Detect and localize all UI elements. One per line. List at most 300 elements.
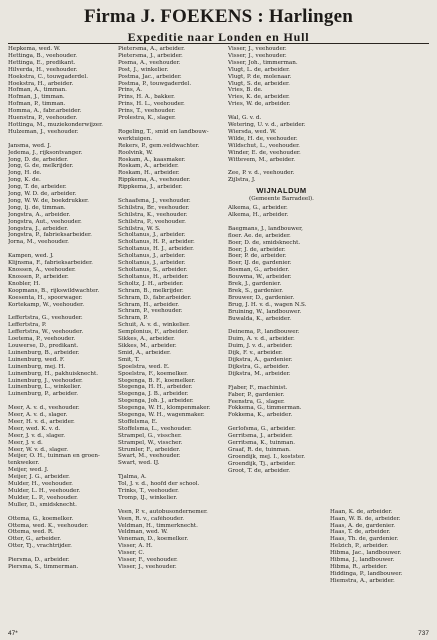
directory-entry: Schaafsma, J., veehouder. xyxy=(118,197,191,204)
directory-entry: Fokkema, G., timmerman. xyxy=(228,405,302,412)
spacer xyxy=(330,94,434,101)
directory-entry: Zijlstra, J. xyxy=(228,177,256,184)
footer-left: 47* xyxy=(8,630,18,637)
directory-entry: Ottema, G., koemelker. xyxy=(8,515,74,522)
spacer xyxy=(330,108,434,115)
directory-entry: Hepkema, wed. W. xyxy=(8,46,61,52)
directory-entry: Luinenburg, B., arbeider. xyxy=(8,349,80,356)
directory-entry: Meer, H. v. d., arbeider. xyxy=(8,418,75,425)
directory-entry: Hulzeman, J., veehouder. xyxy=(8,128,79,135)
directory-entry: Jong, G. de, melkrijder. xyxy=(8,163,74,170)
directory-entry: Scholtanus, J., arbeider. xyxy=(118,260,186,267)
spacer xyxy=(330,87,434,94)
spacer xyxy=(330,295,434,302)
spacer xyxy=(330,267,434,274)
page-subtitle: Expeditie naar Londen en Hull xyxy=(127,30,310,44)
directory-entry: Jongstra, Aut., veehouder. xyxy=(8,218,82,225)
directory-entry: Schuit, A. v. d., winkelier. xyxy=(118,322,190,329)
directory-entry: tenkweker. xyxy=(8,460,40,467)
directory-entry: Wittevem, M., arbeider. xyxy=(228,156,296,163)
spacer xyxy=(330,219,434,226)
directory-entry: Muller, D., smidsknecht. xyxy=(8,501,77,508)
directory-entry: Rekers, P., gem.veldwachter. xyxy=(118,142,200,149)
directory-entry: Visser, J., veehouder. xyxy=(228,52,287,59)
directory-entry: Strampel, W., visscher. xyxy=(118,439,183,446)
directory-entry: Meer, wed. K. v. d. xyxy=(8,425,61,432)
directory-entry: Vries, W. de, arbeider. xyxy=(228,101,291,108)
spacer xyxy=(330,329,434,336)
directory-entry: Otter, G., arbeider. xyxy=(8,536,62,543)
section-subtitle: (Gemeente Barradeel). xyxy=(249,196,314,203)
directory-entry: Haas, A. de, gardenier. xyxy=(330,522,396,529)
spacer xyxy=(330,274,434,281)
directory-entry: Veldman, H., timmerknecht. xyxy=(118,522,198,529)
directory-entry: Rogeling, T., smid en landbouw- xyxy=(118,128,209,135)
page-title: Firma J. FOEKENS : Harlingen xyxy=(84,6,353,27)
spacer xyxy=(228,108,335,115)
directory-entry: Jong, H. de. xyxy=(8,170,42,177)
spacer xyxy=(330,46,434,53)
directory-entry: Alkema, G., arbeider. xyxy=(228,205,288,212)
spacer xyxy=(330,260,434,267)
directory-entry: Schram, D., fabr.arbeider. xyxy=(118,294,192,301)
spacer xyxy=(330,433,434,440)
directory-entry: Spoelstra, F., koemelker. xyxy=(118,370,188,377)
directory-entry: Boer, P. de, arbeider. xyxy=(228,253,287,260)
spacer xyxy=(330,60,434,67)
directory-entry: Jedema, J., rijksontvanger. xyxy=(8,149,83,156)
column-3 xyxy=(228,46,335,474)
directory-entry: Jongstra, J., arbeider. xyxy=(8,225,69,232)
directory-entry: Wetering, U. v. d., arbeider. xyxy=(228,121,306,128)
spacer xyxy=(330,246,434,253)
directory-entry: Homma, A., fabr.arbeider. xyxy=(8,108,82,115)
spacer xyxy=(330,288,434,295)
directory-entry: Bruining, W., landbouwer. xyxy=(228,308,302,315)
spacer xyxy=(330,453,434,460)
spacer xyxy=(330,129,434,136)
directory-entry: Schram, H., arbeider. xyxy=(118,301,180,308)
directory-entry: Luinenburg, H., pakhuisknecht. xyxy=(8,370,99,377)
directory-entry: Scholtanus, H., arbeider. xyxy=(118,273,189,280)
directory-entry: Postma, P., touwgaderdel. xyxy=(118,80,192,87)
directory-entry: Piersma, D., arbeider. xyxy=(8,557,70,564)
directory-entry: Ottema, wed. K., veehouder. xyxy=(8,522,89,529)
spacer xyxy=(330,315,434,322)
spacer xyxy=(228,323,335,330)
directory-entry: Hofman, A., timman. xyxy=(8,87,67,94)
spacer xyxy=(330,136,434,143)
directory-entry: Prins, A. xyxy=(118,87,143,94)
spacer xyxy=(330,239,434,246)
directory-entry: Stegenga, W. H., wagenmaker. xyxy=(118,412,205,419)
directory-entry: Sikkes, A., arbeider. xyxy=(118,336,175,343)
directory-entry: Huenstra, P., veehouder. xyxy=(8,115,78,122)
directory-entry: Mulder, L. H., veehouder. xyxy=(8,488,81,494)
directory-entry: Roskam, H., arbeider. xyxy=(118,170,180,177)
directory-entry: Haas, T. de, arbeider. xyxy=(330,529,391,536)
spacer xyxy=(330,419,434,426)
directory-entry: Kampen, wed. J. xyxy=(8,253,54,260)
directory-entry: Luinenburg, L., winkelier. xyxy=(8,384,82,391)
directory-entry: Winder, E. de, veehouder. xyxy=(228,149,301,156)
directory-entry: Groot, T. de, arbeider. xyxy=(228,467,291,474)
spacer xyxy=(8,136,115,143)
page-header xyxy=(0,0,437,44)
spacer xyxy=(330,253,434,260)
directory-entry: Jorna, M., veehouder. xyxy=(8,239,69,246)
spacer xyxy=(228,219,335,226)
directory-entry: Jong, T. de, arbeider. xyxy=(8,184,67,191)
directory-entry: Haan, K. de, arbeider. xyxy=(330,508,393,515)
directory-entry: Prins, H. A., bakker. xyxy=(118,94,175,101)
spacer xyxy=(330,426,434,433)
spacer xyxy=(228,163,335,170)
directory-entry: Otter, Tj., vrachtrijder. xyxy=(8,543,72,550)
directory-entry: Leffertstra, G., veehouder. xyxy=(8,315,83,322)
directory-entry: Wilde, H. de, veehouder. xyxy=(228,135,298,142)
directory-entry: Faber, P., gardenier. xyxy=(228,391,285,398)
directory-entry: Luinenburg, P., arbeider. xyxy=(8,391,78,398)
spacer xyxy=(330,122,434,129)
spacer xyxy=(330,308,434,315)
directory-entry: Louwerse, D., predikant. xyxy=(8,342,79,349)
directory-entry: Hettinga, E., predikant. xyxy=(8,59,76,66)
directory-entry: Visser, J., veehouder. xyxy=(228,46,287,52)
spacer xyxy=(118,502,225,509)
directory-entry: Fjaber, F., machinist. xyxy=(228,384,288,391)
header-rule xyxy=(8,43,429,44)
directory-entry: floer. Ae. de, arbeider. xyxy=(228,232,291,239)
directory-entry: Meer, W. v. d., slager. xyxy=(8,446,68,453)
spacer xyxy=(330,343,434,350)
spacer xyxy=(330,198,434,205)
directory-entry: Smid, A., arbeider. xyxy=(118,349,171,356)
directory-entry: Meijer, O. H., tuinman en groen- xyxy=(8,453,100,460)
directory-entry: Mulder, L. P., veehouder. xyxy=(8,494,78,501)
directory-entry: Vlugt, S. de, arbeider. xyxy=(228,80,290,87)
page-number: 737 xyxy=(418,630,429,637)
directory-entry: Smit, T. xyxy=(118,356,140,363)
directory-entry: Hoekstra, H., arbeider. xyxy=(8,80,74,87)
directory-entry: Veneman, D., koemelker. xyxy=(118,536,189,543)
directory-entry: Tjalma, A. xyxy=(118,474,147,481)
directory-entry: Feenstra, G., slager. xyxy=(228,398,285,405)
directory-entry: Dijkstra, M., arbeider. xyxy=(228,370,291,377)
directory-entry: Tromp, IJ., winkelier. xyxy=(118,494,178,501)
directory-entry: Spoelstra, wed. E. xyxy=(118,363,170,370)
directory-entry: Buwalda, K., arbeider. xyxy=(228,315,292,322)
directory-entry: werktuigen. xyxy=(118,135,153,142)
directory-entry: Wal, G. v. d. xyxy=(228,115,262,122)
directory-entry: Bouwma, W., arbeider. xyxy=(228,274,292,281)
spacer xyxy=(228,378,335,385)
directory-entry: Scholtz, J. H., arbeider. xyxy=(118,280,184,287)
directory-entry: Stegenga, B. F., koemelker. xyxy=(118,377,196,384)
directory-entry: Meijer, J. G., arbeider. xyxy=(8,474,70,481)
directory-entry: Haas, Th. de, gardenier. xyxy=(330,536,399,543)
directory-entry: Sikkes, M., arbeider. xyxy=(118,342,177,349)
spacer xyxy=(330,191,434,198)
column-1 xyxy=(8,46,115,571)
directory-entry: Piersma, S., timmerman. xyxy=(8,563,79,570)
directory-entry: Duim, A. v. d., arbeider. xyxy=(228,336,295,343)
spacer xyxy=(330,481,434,488)
spacer xyxy=(330,440,434,447)
spacer xyxy=(330,391,434,398)
spacer xyxy=(8,509,115,516)
spacer xyxy=(8,308,115,315)
directory-entry: Dijkstra, A., gardenier. xyxy=(228,357,293,364)
spacer xyxy=(330,232,434,239)
directory-entry: Meer, J. v. d., slager. xyxy=(8,432,66,439)
spacer xyxy=(330,101,434,108)
directory-entry: Visser, C. xyxy=(118,550,145,557)
spacer xyxy=(330,398,434,405)
spacer xyxy=(330,177,434,184)
spacer xyxy=(118,467,225,474)
spacer xyxy=(330,378,434,385)
directory-entry: Groendijk, Tj., arbeider. xyxy=(228,460,296,467)
directory-entry: Hibma, J., landbouwer. xyxy=(330,557,395,564)
spacer xyxy=(330,281,434,288)
directory-entry: Meer, A. v. d., slager. xyxy=(8,412,68,419)
directory-entry: Baegmans, J., landbouwer, xyxy=(228,225,303,232)
directory-entry: Haan, W. B. de, arbeider. xyxy=(330,515,401,522)
directory-entry: Stoffelsma, L., veehouder. xyxy=(118,425,192,432)
directory-entry: Scholtanus, S., arbeider. xyxy=(118,267,188,273)
directory-entry: Semplonius, F., arbeider. xyxy=(118,329,189,336)
directory-entry: Vlugt, L. de, arbeider. xyxy=(228,66,290,73)
directory-entry: Jong, K. de. xyxy=(8,177,41,184)
directory-entry: Boer, J. de, arbeider. xyxy=(228,246,286,253)
directory-entry: Stoffelsma, E. xyxy=(118,418,158,425)
directory-entry: Hoekstra, C., touwgaderdel. xyxy=(8,73,88,80)
spacer xyxy=(330,150,434,157)
directory-entry: Jong, Ij. de, timman. xyxy=(8,204,66,211)
directory-entry: Deinema, P., landbouwer. xyxy=(228,329,300,336)
directory-entry: Veldman, wed. W. xyxy=(118,529,168,536)
directory-entry: Wildschut, L., veehouder. xyxy=(228,142,300,149)
directory-entry: Roskam, A., arbeider. xyxy=(118,163,179,170)
directory-entry: Stegenga, H. H., arbeider. xyxy=(118,384,193,391)
spacer xyxy=(330,488,434,495)
directory-entry: Bosman, G., arbeider. xyxy=(228,267,290,274)
directory-entry: Schilstra, K., veehouder. xyxy=(118,211,188,218)
directory-entry: Schilstra, P., veehouder. xyxy=(118,218,186,225)
directory-entry: Meer, A. v. d., veehouder. xyxy=(8,405,80,412)
directory-entry: Brug, J. H. v. d., wagen N.S. xyxy=(228,301,307,308)
directory-entry: Strumler, F., arbeider. xyxy=(118,446,181,453)
directory-entry: Trinks, T., veehouder. xyxy=(118,488,179,494)
directory-entry: Hofman, P., timman. xyxy=(8,101,66,108)
spacer xyxy=(330,212,434,219)
directory-entry: Helzich, P., arbeider. xyxy=(330,543,389,550)
directory-entry: Stegenga, J. B., arbeider. xyxy=(118,391,189,398)
directory-entry: Jong, W. D. de, arbeider. xyxy=(8,191,77,198)
spacer xyxy=(330,384,434,391)
spacer xyxy=(330,115,434,122)
directory-entry: Klijnsma, F., fabrieksarbeider. xyxy=(8,260,93,267)
directory-entry: Stegenga, Joh. J., arbeider. xyxy=(118,398,194,405)
directory-entry: Dijk, F. v., arbeider. xyxy=(228,350,283,357)
directory-entry: Mulder, H., veehouder. xyxy=(8,481,73,488)
directory-entry: Luinenburg, wed. F. xyxy=(8,356,65,363)
directory-entry: Vries, K. de, arbeider. xyxy=(228,94,290,101)
directory-entry: Dijkstra, G., arbeider. xyxy=(228,363,290,370)
spacer xyxy=(118,191,225,198)
directory-entry: Post, J., winkelier. xyxy=(118,66,169,73)
spacer xyxy=(330,364,434,371)
directory-entry: Pietersma, J., arbeider. xyxy=(118,52,183,59)
spacer xyxy=(330,495,434,502)
directory-entry: Loetema, P., veehouder. xyxy=(8,336,76,343)
directory-entry: Pietersma, A., arbeider. xyxy=(118,46,185,52)
directory-entry: Ottema, wed. R. xyxy=(8,529,54,536)
spacer xyxy=(228,419,335,426)
directory-entry: Hofman, J., timman. xyxy=(8,94,65,101)
directory-entry: Gerritsma, J., arbeider. xyxy=(228,433,293,440)
directory-entry: Scholtanus, J., arbeider. xyxy=(118,232,186,239)
spacer xyxy=(8,246,115,253)
spacer xyxy=(330,474,434,481)
directory-entry: Hibma, Jac., landbouwer. xyxy=(330,550,402,557)
directory-entry: Prins, T., veehouder. xyxy=(118,108,176,115)
directory-entry: Koopmans, B., rijkswildwachter. xyxy=(8,287,100,294)
spacer xyxy=(330,357,434,364)
directory-entry: Graaf, R. de, tuinman. xyxy=(228,446,291,453)
directory-entry: Schram, B., melkrijder. xyxy=(118,287,184,294)
directory-entry: Schram, P. xyxy=(118,315,148,322)
directory-entry: Gerritsma, K., tuinman. xyxy=(228,439,296,446)
spacer xyxy=(330,226,434,233)
directory-entry: Brek, J., gardenier. xyxy=(228,281,282,288)
directory-entry: Strampel, G., visscher. xyxy=(118,432,182,439)
spacer xyxy=(330,163,434,170)
spacer xyxy=(330,170,434,177)
directory-entry: Schilstra, Br., veehouder. xyxy=(118,204,190,211)
directory-entry: Jansma, wed. J. xyxy=(8,142,52,149)
directory-entry: Knobler, H. xyxy=(8,280,41,287)
directory-entry: Scholtanus, J., arbeider. xyxy=(118,253,186,260)
spacer xyxy=(330,157,434,164)
directory-entry: Postma, Jac., arbeider. xyxy=(118,73,182,80)
spacer xyxy=(330,502,434,509)
spacer xyxy=(330,184,434,191)
spacer xyxy=(330,460,434,467)
directory-entry: Groendijk, mej. I., kostster. xyxy=(228,453,306,460)
spacer xyxy=(330,412,434,419)
spacer xyxy=(330,302,434,309)
spacer xyxy=(330,336,434,343)
directory-entry: Duim, J. v. d., arbeider. xyxy=(228,343,293,350)
directory-entry: Knossen, A., veehouder. xyxy=(8,267,76,273)
directory-entry: Luinenburg, mej. H. xyxy=(8,363,66,370)
directory-entry: Stegenga, W. H., klompenmaker. xyxy=(118,405,211,412)
spacer xyxy=(330,67,434,74)
directory-entry: Kortekamp, W., veehouder. xyxy=(8,301,84,308)
directory-entry: Knossen, P., arbeider. xyxy=(8,273,69,280)
directory-entry: Boer, IJ. de, gardenier. xyxy=(228,260,292,267)
spacer xyxy=(330,81,434,88)
spacer xyxy=(330,205,434,212)
directory-entry: Veen, P. v., autobusondernemer. xyxy=(118,508,208,515)
directory-entry: Scholtanus, H. J., arbeider. xyxy=(118,246,194,253)
directory-entry: Visser, Joh., timmerman. xyxy=(228,59,298,66)
section-title: WIJNALDUM xyxy=(256,186,307,196)
directory-entry: Meer, J. v. d. xyxy=(8,439,43,446)
directory-entry: Roolvink, W. xyxy=(118,149,153,156)
directory-entry: Luinenburg, J., veehouder. xyxy=(8,377,83,384)
directory-entry: Rippkema, J., arbeider. xyxy=(118,184,183,191)
column-4 xyxy=(330,46,434,585)
directory-entry: Jong, W. W. de, boekdrukker. xyxy=(8,197,89,204)
directory-entry: Leffertstra, W., veehouder. xyxy=(8,329,84,336)
directory-entry: Koesenta, H., spoorwager. xyxy=(8,294,83,301)
directory-entry: Brek, S., gardenier. xyxy=(228,288,284,294)
directory-entry: Swart, wed. IJ. xyxy=(118,460,160,467)
directory-entry: Tol, J. v. d., hoofd der school. xyxy=(118,481,200,488)
directory-entry: Scholtanus, H. P., arbeider. xyxy=(118,239,195,246)
directory-entry: Hettinga, B., veehouder. xyxy=(8,52,78,59)
directory-entry: Fokkema, K., arbeider. xyxy=(228,412,293,419)
directory-entry: Veen, R. v., caféhouder. xyxy=(118,515,185,522)
spacer xyxy=(330,74,434,81)
directory-entry: Wiersda, wed. W. xyxy=(228,128,277,135)
spacer xyxy=(330,447,434,454)
directory-entry: Schilstra, W. S. xyxy=(118,225,161,232)
directory-entry: Prins, H. L., veehouder. xyxy=(118,101,185,108)
directory-entry: Meijer, wed. J. xyxy=(8,467,49,474)
directory-entry: Leffertstra, P. xyxy=(8,322,47,329)
directory-entry: Hottinga, M., muziekonderwijzer. xyxy=(8,121,103,128)
directory-entry: Gerlofsma, G., arbeider. xyxy=(228,426,296,433)
spacer xyxy=(118,122,225,129)
spacer xyxy=(8,398,115,405)
spacer xyxy=(330,405,434,412)
directory-entry: Zee, P. v. d., veehouder. xyxy=(228,170,295,177)
spacer xyxy=(330,322,434,329)
directory-entry: Jongstra, A., arbeider. xyxy=(8,211,71,218)
spacer xyxy=(8,550,115,557)
directory-entry: Hiemstra, A., arbeider. xyxy=(330,577,395,584)
directory-entry: Visser, J., veehouder. xyxy=(118,563,177,570)
directory-entry: Rippkema, A., veehouder. xyxy=(118,177,191,184)
directory-entry: Jong, D. de, arbeider. xyxy=(8,156,69,163)
directory-entry: Vries, B. de. xyxy=(228,87,263,94)
directory-entry: Vlugt, P. de, molenaar. xyxy=(228,73,292,80)
directory-entry: Hibma, R., arbeider. xyxy=(330,563,388,570)
spacer xyxy=(330,53,434,60)
spacer xyxy=(330,371,434,378)
directory-entry: Prolestra, K., slager. xyxy=(118,115,176,122)
spacer xyxy=(330,143,434,150)
directory-entry: Swart, M., veehouder. xyxy=(118,453,181,460)
directory-entry: Visser, F., veehouder. xyxy=(118,557,178,564)
directory-entry: Schram, P., veehouder. xyxy=(118,308,183,315)
directory-entry: Posma, A., veehouder. xyxy=(118,59,181,66)
directory-entry: Visser, A. H. xyxy=(118,543,153,550)
directory-entry: Boer, D. de, smidsknecht. xyxy=(228,239,301,246)
directory-entry: Alkema, H., arbeider. xyxy=(228,212,289,219)
spacer xyxy=(330,467,434,474)
directory-entry: Roskam, A., kaasmaker. xyxy=(118,156,186,163)
directory-entry: Hilverda, H., veehouder. xyxy=(8,66,78,73)
directory-entry: Jongstra, P., fabrieksarbeider. xyxy=(8,232,92,239)
directory-entry: Hiddinga, P., landbouwer. xyxy=(330,570,403,577)
directory-entry: Brouwer, D., gardenier. xyxy=(228,294,295,301)
spacer xyxy=(330,350,434,357)
